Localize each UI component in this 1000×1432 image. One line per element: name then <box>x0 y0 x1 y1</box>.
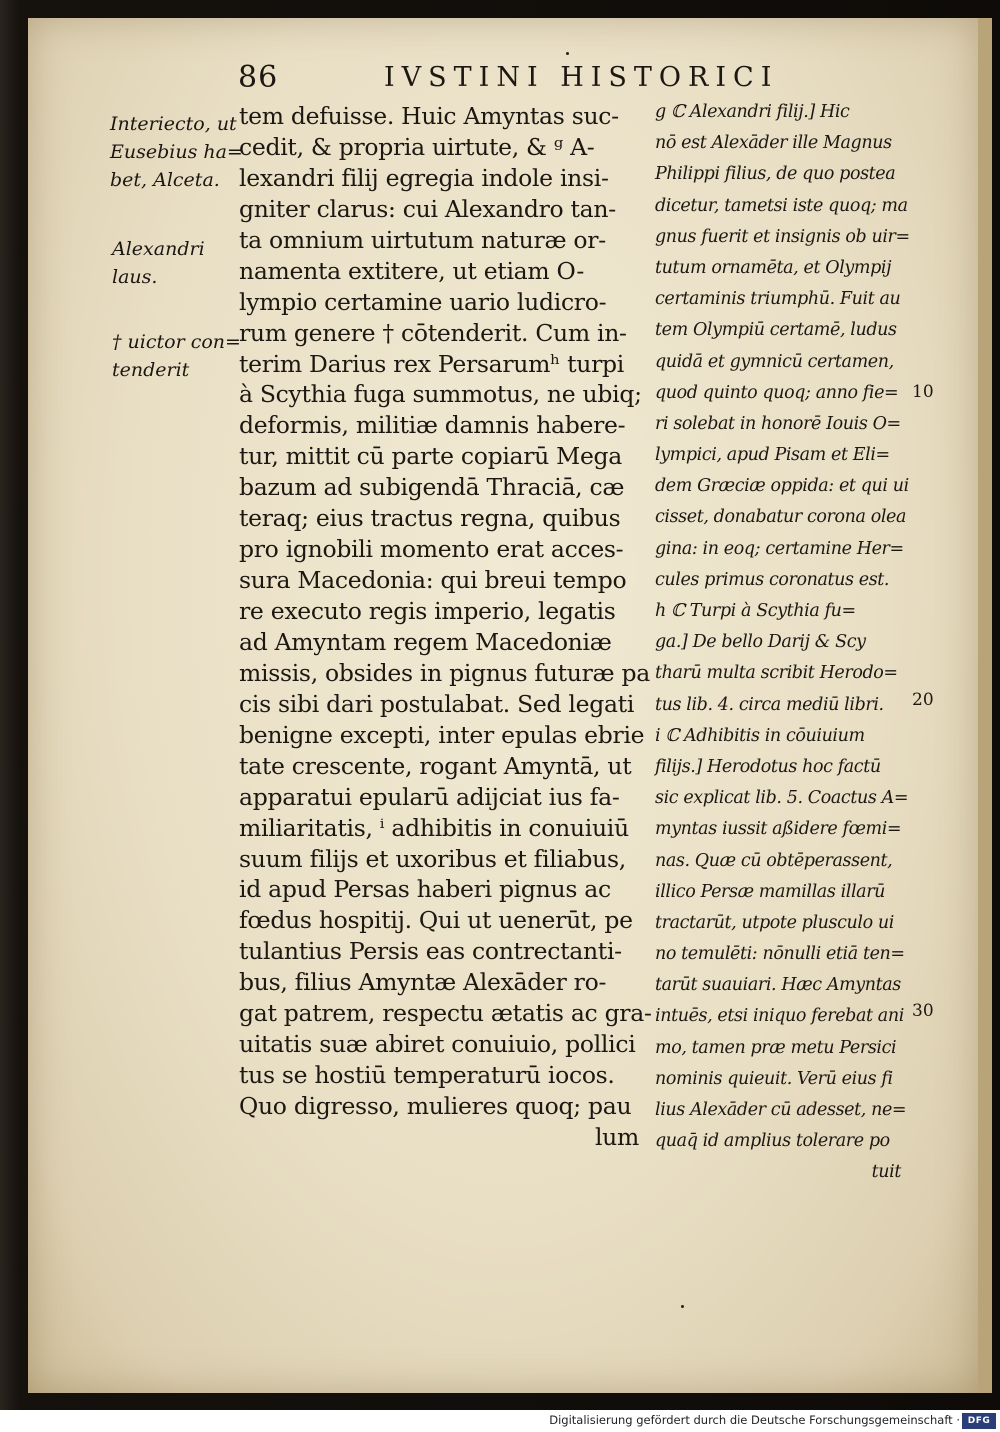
text-line: id apud Persas haberi pignus ac <box>239 875 611 904</box>
printer-mark <box>566 52 569 55</box>
text-line: suum filijs et uxoribus et filiabus, <box>239 844 626 873</box>
text-line: tur, mittit cū parte copiarū Mega <box>239 442 623 471</box>
margin-gloss-1 <box>110 110 243 194</box>
commentary-line: h ℂ Turpi à Scythia fu= <box>655 601 856 621</box>
commentary-line: mo, tamen præ metu Persici <box>655 1037 897 1058</box>
catchword: lum <box>594 1122 639 1151</box>
text-line: deformis, militiæ damnis habere- <box>239 411 626 440</box>
commentary-line: lympici, apud Pisam et Eli= <box>655 445 890 466</box>
commentary-line: quaq̄ id amplius tolerare po <box>655 1131 890 1152</box>
text-line: ta omnium uirtutum naturæ or- <box>239 225 606 254</box>
commentary-line: gina: in eoq; certamine Her= <box>655 538 904 559</box>
commentary-line: tarūt suauiari. Hæc Amyntas <box>655 975 901 996</box>
commentary-line: nō est Alexāder ille Magnus <box>655 133 892 154</box>
text-line: gniter clarus: cui Alexandro tan- <box>239 194 616 223</box>
text-line: terim Darius rex Persarumʰ turpi <box>239 349 625 378</box>
commentary-line: quidā et gymnicū certamen, <box>655 351 894 372</box>
text-line: teraq; eius tractus regna, quibus <box>239 504 621 533</box>
digitization-footer <box>0 1410 1000 1432</box>
margin-gloss-3 <box>112 328 241 384</box>
text-line: tate crescente, rogant Amyntā, ut <box>239 751 632 780</box>
commentary-column <box>655 97 910 1189</box>
commentary-line: tharū multa scribit Herodo= <box>655 663 898 684</box>
text-line: namenta extitere, ut etiam O- <box>239 256 584 285</box>
commentary-line: lius Alexāder cū adesset, ne= <box>655 1100 907 1120</box>
text-line: tulantius Persis eas contrectanti- <box>239 937 622 966</box>
text-line: ad Amyntam regem Macedoniæ <box>239 627 612 656</box>
text-line: à Scythia fuga summotus, ne ubiq; <box>239 380 642 409</box>
text-line: missis, obsides in pignus futuræ pa <box>239 658 650 687</box>
gloss-line: Interiecto, ut <box>110 113 237 135</box>
commentary-line: cules primus coronatus est. <box>655 569 890 590</box>
commentary-line: Philippi filius, de quo postea <box>655 164 896 185</box>
text-line: pro ignobili momento erat acces- <box>239 535 624 564</box>
commentary-line: dicetur, tametsi iste quoq; ma <box>655 195 908 216</box>
commentary-line: nas. Quæ cū obtēperassent, <box>655 850 893 871</box>
gloss-line: Eusebius ha= <box>110 141 243 163</box>
text-line: gat patrem, respectu ætatis ac gra- <box>239 999 652 1028</box>
commentary-line: filijs.] Herodotus hoc factū <box>655 756 881 777</box>
text-line: tus se hostiū temperaturū iocos. <box>239 1061 615 1090</box>
commentary-line: dem Græciæ oppida: et qui ui <box>655 476 909 497</box>
text-line: fœdus hospitij. Qui ut uenerūt, pe <box>239 906 633 935</box>
text-line: rum genere † cōtenderit. Cum in- <box>239 318 627 347</box>
funding-credit: Digitalisierung gefördert durch die Deutsche Forschungsgemeinschaft · <box>549 1413 960 1427</box>
page-number: 86 <box>238 60 279 95</box>
gloss-line: tenderit <box>112 359 190 381</box>
line-number-10: 10 <box>912 382 934 402</box>
commentary-line: certaminis triumphū. Fuit au <box>655 289 901 310</box>
commentary-line: sic explicat lib. 5. Coactus A= <box>655 788 909 809</box>
text-line: tem defuisse. Huic Amyntas suc- <box>239 102 619 130</box>
line-number-20: 20 <box>912 690 934 710</box>
text-line: lexandri filij egregia indole insi- <box>239 163 609 192</box>
commentary-catchword: tuit <box>871 1162 901 1183</box>
commentary-line: no temulēti: nōnulli etiā ten= <box>655 944 905 965</box>
text-line: sura Macedonia: qui breui tempo <box>239 566 627 595</box>
line-number-30: 30 <box>912 1001 934 1021</box>
text-line: bazum ad subigendā Thraciā, cæ <box>239 473 625 502</box>
gloss-line: bet, Alceta. <box>110 169 220 191</box>
text-line: apparatui epularū adijciat ius fa- <box>239 782 620 811</box>
commentary-line: tem Olympiū certamē, ludus <box>655 320 897 341</box>
gloss-line: † uictor con= <box>112 331 241 353</box>
commentary-line: tractarūt, utpote plusculo ui <box>655 912 894 933</box>
commentary-line: ga.] De bello Darij & Scy <box>655 632 866 653</box>
dfg-logo-icon: DFG <box>962 1413 996 1429</box>
commentary-line: quod quinto quoq; anno fie= <box>655 382 899 403</box>
commentary-line: illico Persæ mamillas illarū <box>655 881 886 902</box>
text-line: bus, filius Amyntæ Alexāder ro- <box>239 968 607 997</box>
commentary-line: ri solebat in honorē Iouis O= <box>655 413 901 434</box>
commentary-line: intuēs, etsi iniquo ferebat ani <box>655 1006 904 1027</box>
text-line: benigne excepti, inter epulas ebrie <box>239 720 645 749</box>
gloss-line: laus. <box>112 266 158 288</box>
printer-mark <box>681 1305 684 1308</box>
margin-gloss-2 <box>112 235 205 291</box>
text-line: lympio certamine uario ludicro- <box>239 287 607 316</box>
text-line: cis sibi dari postulabat. Sed legati <box>239 689 635 718</box>
text-line: Quo digresso, mulieres quoq; pau <box>239 1092 632 1120</box>
commentary-line: tutum ornamēta, et Olympij <box>655 257 892 278</box>
text-line: cedit, & propria uirtute, & ᵍ A- <box>239 132 595 161</box>
commentary-line: nominis quieuit. Verū eius fi <box>655 1068 893 1089</box>
commentary-line: g ℂ Alexandri filij.] Hic <box>655 102 850 122</box>
commentary-line: tus lib. 4. circa mediū libri. <box>655 694 884 715</box>
running-head: IVSTINI HISTORICI <box>384 62 779 93</box>
gloss-line: Alexandri <box>112 238 205 260</box>
text-line: re executo regis imperio, legatis <box>239 597 616 625</box>
text-line: miliaritatis, ⁱ adhibitis in conuiuiū <box>239 813 629 842</box>
main-text-column <box>239 101 652 1153</box>
commentary-line: cisset, donabatur corona olea <box>655 507 907 528</box>
commentary-line: myntas iussit aßidere fœmi= <box>655 819 902 840</box>
text-line: uitatis suæ abiret conuiuio, pollici <box>239 1030 636 1059</box>
commentary-line: i ℂ Adhibitis in cōuiuium <box>655 725 865 746</box>
commentary-line: gnus fuerit et insignis ob uir= <box>655 226 910 247</box>
